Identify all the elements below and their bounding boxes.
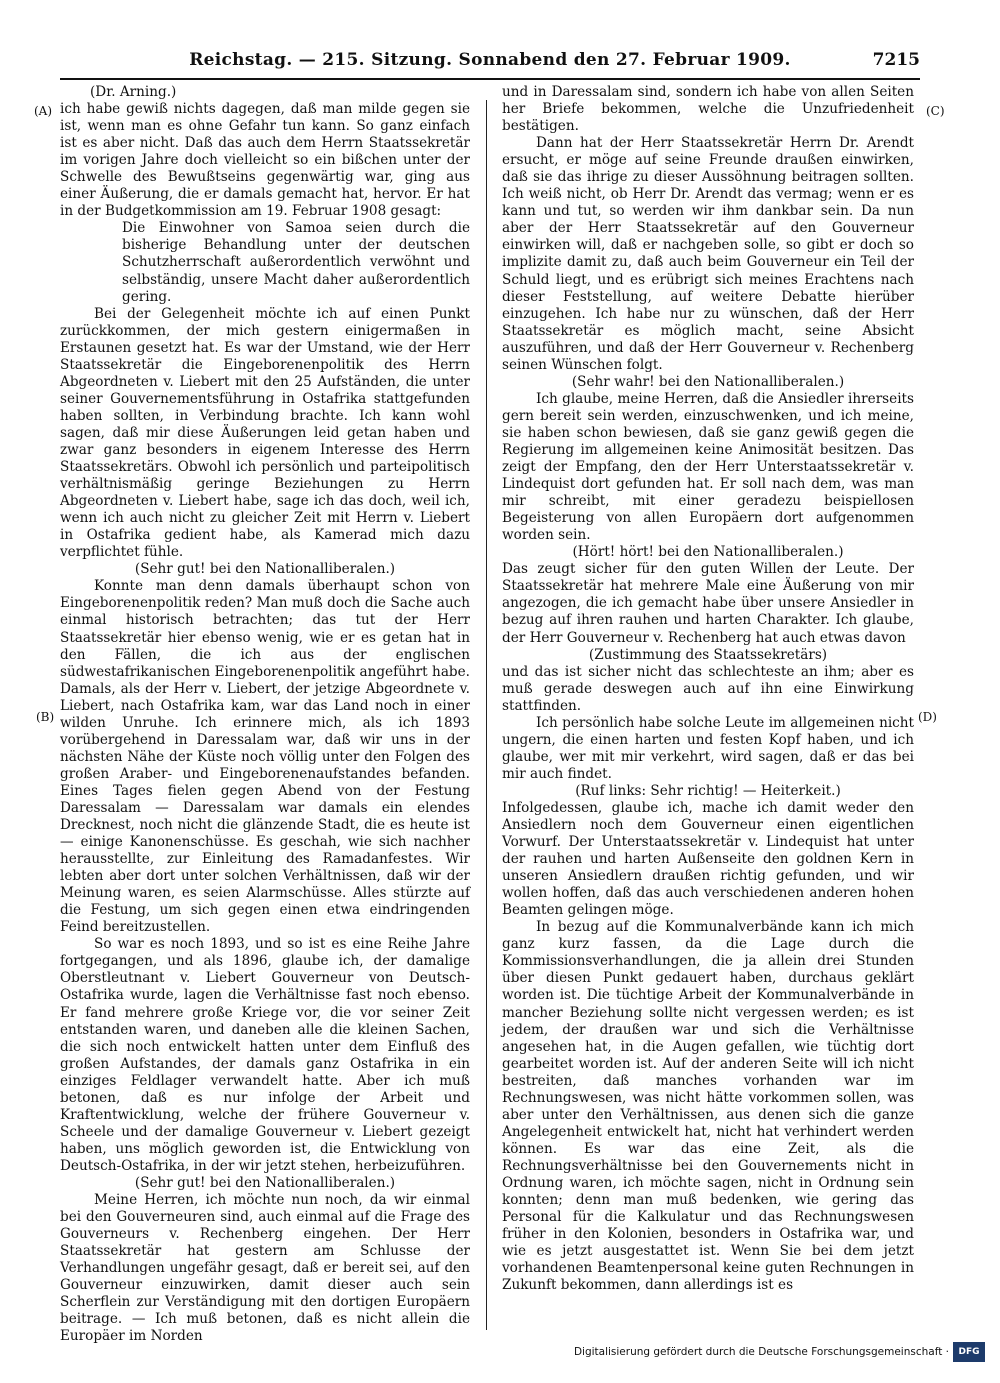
paragraph: Ich persönlich habe solche Leute im allgemeinen nicht ungern, die einen harten und festen Kopf haben, und ich glaube, wer mit mir verkehrt, wird sagen, daß er das bei mir auch findet.: [502, 714, 914, 782]
speaker-label: (Dr. Arning.): [90, 84, 177, 100]
interjection: (Sehr gut! bei den Nationalliberalen.): [134, 1175, 396, 1191]
paragraph: Das zeugt sicher für den guten Willen der Leute. Der Staatssekretär hat mehrere Male eine Äußerung von mir angezogen, die ich gemacht habe über unsere Ansiedler in bezug auf ihren rauhen und harten Charakter. Ich glaube, der Herr Gouverneur v. Rechenberg hat auch etwas davon: [502, 561, 914, 646]
left-column: [60, 84, 470, 1345]
interjection: (Ruf links: Sehr richtig! — Heiterkeit.): [575, 782, 841, 799]
paragraph: Konnte man denn damals überhaupt schon von Eingeborenenpolitik reden? Man muß doch die Sache auch einmal historisch betrachten; das tut der Herr Staatssekretär hier ebenso wenig, wie er es getan hat in den Fällen, die ich aus der englischen südwestafrikanischen Eingeborenenpolitik angeführt habe. Damals, als der Herr v. Liebert, der jetzige Abgeordnete v. Liebert, nach Ostafrika kam, war das Land noch in einer wilden Unruhe. Ich erinnere mich, als ich 1893 vorübergehend in Daressalam war, daß wir uns in der nächsten Nähe der Küste noch völlig unter den Folgen des großen Araber- und Eingeborenenaufstandes befanden. Eines Tages fielen gegen Abend von der Festung Daressalam — Daressalam war damals ein elendes Drecknest, noch nicht die glänzende Stadt, die es heute ist — einige Kanonenschüsse. Es geschah, wie sich nachher herausstellte, zur Einleitung des Ramadanfestes. Wir lebten aber dort unter solchen Verhältnissen, daß wir der Meinung waren, es seien Alarmschüsse. Alles stürzte auf die Festung, um sich gegen einen etwa eindringenden Feind bereitzustellen.: [60, 578, 470, 936]
margin-marker-a: (A): [34, 104, 53, 118]
footer-text: Digitalisierung gefördert durch die Deutsche Forschungsgemeinschaft ·: [573, 1346, 949, 1358]
paragraph: Ich glaube, meine Herren, daß die Ansiedler ihrerseits gern bereit sein werden, einzuschwenken, und ich meine, sie haben schon bewiesen, daß sie ganz gewiß gegen die Regierung im allgemeinen keine Animosität besitzen. Das zeigt der Empfang, den der Herr Unterstaatssekretär v. Lindequist dort gefunden hat. Er soll nach dem, was man mir schreibt, mit einer geradezu beispiellosen Begeisterung von allen Europäern dort aufgenommen worden sein.: [502, 390, 914, 544]
interjection: (Sehr wahr! bei den Nationalliberalen.): [571, 373, 845, 390]
page-number: 7215: [872, 50, 920, 70]
page-header: [60, 50, 920, 78]
running-title: Reichstag. — 215. Sitzung. Sonnabend den 27. Februar 1909.: [189, 50, 791, 70]
margin-marker-c: (C): [926, 104, 945, 118]
paragraph: In bezug auf die Kommunalverbände kann ich mich ganz kurz fassen, da die Lage durch die Kommissionsverhandlungen, die ja allein drei Stunden über diesen Punkt gedauert haben, durchaus geklärt worden ist. Die tüchtige Arbeit der Kommunalverbände in mancher Beziehung sollte nicht vergessen werden; es ist jedem, der draußen war und sich die Verhältnisse angesehen hat, in die Augen gefallen, wie tüchtig dort gearbeitet worden ist. Auf der anderen Seite will ich nicht bestreiten, daß manches vorhanden war im Rechnungswesen, was nicht hätte vorkommen sollen, was aber unter den Verhältnissen, aus denen sich die ganze Angelegenheit entwickelt hat, nicht hat verhindert werden können. Es war das eine Zeit, als die Rechnungsverhältnisse bei den Gouvernements nicht in Ordnung waren, ich möchte sagen, nicht in Ordnung sein konnten; denn man muß bedenken, wie gering das Personal für die Kalkulatur und das Rechnungswesen früher in den Kolonien, besonders in Ostafrika war, und wie es jetzt ausgestattet ist. Wenn Sie bei dem jetzt vorhandenen Beamtenpersonal keine guten Rechnungen in Zukunft bekommen, dann allerdings ist es: [502, 919, 914, 1294]
paragraph: Infolgedessen, glaube ich, mache ich damit weder den Ansiedlern noch dem Gouverneur einen eigentlichen Vorwurf. Der Unterstaatssekretär v. Lindequist hat unter der rauhen und harten Außenseite den goldnen Kern in unseren Ansiedlern draußen richtig gefunden, und wir wollen hoffen, daß das auch verschiedenen anderen hohen Beamten gelingen möge.: [502, 799, 914, 919]
block-quote: Die Einwohner von Samoa seien durch die bisherige Behandlung unter der deutschen Schutzherrschaft außerordentlich verwöhnt und selbständig, unsere Macht daher außerordentlich gering.: [122, 220, 470, 305]
margin-marker-d: (D): [918, 710, 937, 724]
digitization-footer: [573, 1342, 985, 1364]
right-column: [502, 84, 914, 1294]
column-divider: [486, 100, 487, 1330]
paragraph: So war es noch 1893, und so ist es eine Reihe Jahre fortgegangen, und als 1896, glaube ich, der damalige Oberstleutnant v. Liebert Gouverneur von Deutsch-Ostafrika wurde, lagen die Verhältnisse fast noch ebenso. Er fand mehrere große Kriege vor, die vor seiner Zeit entstanden waren, und daneben alle die kleinen Sachen, die sich noch entwickelt hatten unter dem Einfluß des großen Aufstandes, der damals ganz Ostafrika in ein einziges Feldlager verwandelt hatte. Aber ich muß betonen, daß es nur infolge der Arbeit und Kraftentwicklung, welche der frühere Gouverneur v. Scheele und der damalige Gouverneur v. Liebert gezeigt haben, uns möglich geworden ist, die Entwicklung von Deutsch-Ostafrika, in der wir jetzt stehen, herbeizuführen.: [60, 936, 470, 1174]
interjection: (Zustimmung des Staatssekretärs): [588, 646, 828, 663]
interjection: (Sehr gut! bei den Nationalliberalen.): [134, 561, 396, 578]
interjection: (Hört! hört! bei den Nationalliberalen.): [572, 544, 844, 561]
paragraph: ich habe gewiß nichts dagegen, daß man milde gegen sie ist, wenn man es ohne Gefahr tun kann. So ganz einfach ist es aber nicht. Daß das auch dem Herrn Staatssekretär im vorigen Jahre doch vielleicht so ein bißchen unter der Schwelle des Bewußtseins gegenwärtig war, ging aus einer Äußerung, die er damals gemacht hat, hervor. Er hat in der Budgetkommission am 19. Februar 1908 gesagt:: [60, 101, 470, 220]
paragraph: Bei der Gelegenheit möchte ich auf einen Punkt zurückkommen, der mich gestern einigermaßen in Erstaunen gesetzt hat. Es war der Umstand, wie der Herr Staatssekretär die Eingeborenenpolitik des Herrn Abgeordneten v. Liebert mit den 25 Aufständen, die unter seiner Gouvernementsführung in Ostafrika stattgefunden haben sollten, in Verbindung brachte. Ich kann wohl sagen, daß mir diese Äußerungen leid getan haben und zwar ganz besonders in eigenem Interesse des Herrn Staatssekretärs. Obwohl ich persönlich und parteipolitisch verhältnismäßig geringe Beziehungen zu Herrn Abgeordneten v. Liebert habe, sage ich das doch, weil ich, wenn ich auch nicht zu gleicher Zeit mit Herrn v. Liebert in Ostafrika gedient habe, als Kamerad mich dazu verpflichtet fühle.: [60, 305, 470, 561]
paragraph: Dann hat der Herr Staatssekretär Herrn Dr. Arendt ersucht, er möge auf seine Freunde draußen einwirken, daß sie das ihrige zu dieser Aussöhnung beitragen sollten. Ich weiß nicht, ob Herr Dr. Arendt das vermag; wenn er es kann und tut, so werden wir ihm dankbar sein. Da nun aber der Herr Staatssekretär auf den Gouverneur einwirken will, daß er nachgeben solle, so gibt er doch so implizite damit zu, daß auch beim Gouverneur ein Teil der Schuld liegt, und es erübrigt sich meines Erachtens nach dieser Feststellung, auf weitere Debatte hierüber einzugehen. Ich habe nur zu wünschen, daß der Herr Staatssekretär es möglich macht, seine Absicht auszuführen, und daß der Herr Gouverneur v. Rechenberg seinen Wünschen folgt.: [502, 135, 914, 373]
header-rule: [60, 78, 920, 80]
margin-marker-b: (B): [36, 710, 55, 724]
paragraph: und in Daressalam sind, sondern ich habe von allen Seiten her Briefe bekommen, welche die Unzufriedenheit bestätigen.: [502, 84, 914, 135]
dfg-logo: DFG: [953, 1342, 985, 1362]
paragraph: und das ist sicher nicht das schlechteste an ihm; aber es muß gerade deswegen auch auf ihn eine Einwirkung stattfinden.: [502, 663, 914, 714]
paragraph: Meine Herren, ich möchte nun noch, da wir einmal bei den Gouverneuren sind, auch einmal auf die Frage des Gouverneurs v. Rechenberg eingehen. Der Herr Staatssekretär hat gestern am Schlusse der Verhandlungen ungefähr gesagt, daß er bereit sei, auf den Gouverneur einzuwirken, damit dieser auch sein Scherflein zur Verständigung mit den dortigen Europäern beitrage. — Ich muß betonen, daß es nicht allein die Europäer im Norden: [60, 1192, 470, 1345]
